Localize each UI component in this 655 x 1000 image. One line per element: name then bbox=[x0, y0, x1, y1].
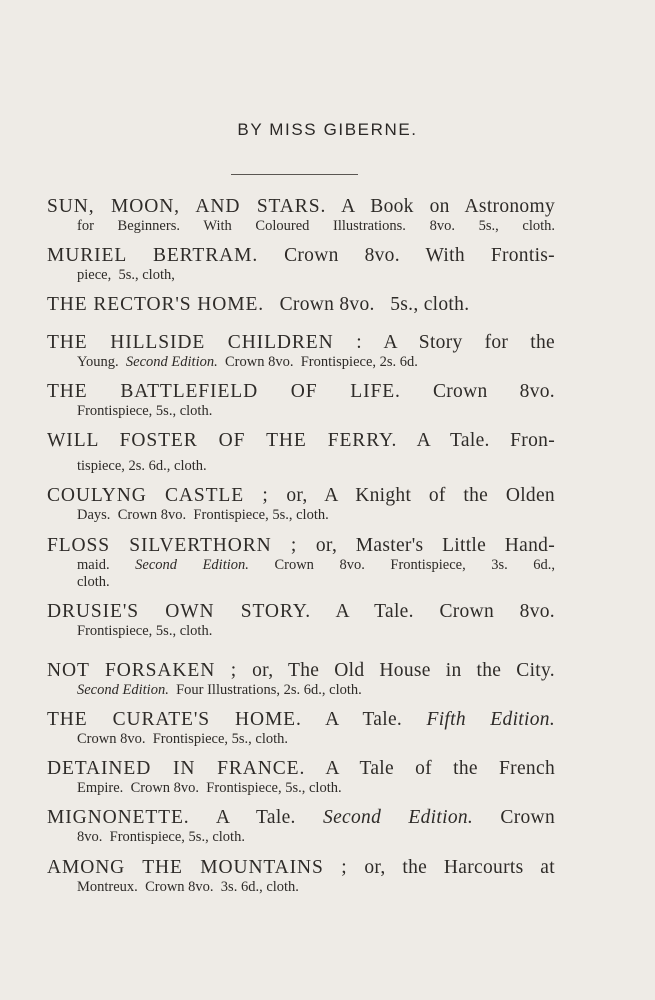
book-title: MIGNONETTE. bbox=[47, 807, 190, 828]
edition-note: Second Edition. bbox=[125, 354, 218, 370]
entry-main-line: DRUSIE'S OWN STORY. A Tale. Crown 8vo. bbox=[47, 601, 555, 622]
entry-main-line: WILL FOSTER OF THE FERRY. A Tale. Fron- bbox=[47, 430, 555, 451]
page-heading: BY MISS GIBERNE. bbox=[237, 120, 418, 139]
entry-main-line: DETAINED IN FRANCE. A Tale of the French bbox=[47, 758, 555, 779]
book-title: THE HILLSIDE CHILDREN : bbox=[47, 332, 363, 353]
entry-details-line: Crown 8vo. Frontispiece, 5s., cloth. bbox=[77, 731, 289, 747]
book-entry-the-rectors-home bbox=[47, 294, 555, 316]
entry-details-line: Frontispiece, 5s., cloth. bbox=[77, 623, 213, 639]
entry-main-line: THE HILLSIDE CHILDREN : A Story for the bbox=[47, 332, 555, 353]
entry-details-line: for Beginners. With Coloured Illustrations. 8vo. 5s., cloth. bbox=[77, 218, 556, 234]
book-entry-drusies-own-story bbox=[47, 601, 555, 640]
entry-details-line: Second Edition. Four Illustrations, 2s. 6d., cloth. bbox=[77, 682, 362, 698]
entry-details-line: tispiece, 2s. 6d., cloth. bbox=[77, 458, 207, 474]
book-title: DRUSIE'S OWN STORY. bbox=[47, 601, 311, 622]
book-title: MURIEL BERTRAM. bbox=[47, 245, 259, 266]
book-entry-the-curates-home bbox=[47, 709, 555, 748]
book-entry-detained-in-france bbox=[47, 758, 555, 797]
book-title: THE BATTLEFIELD OF LIFE. bbox=[47, 381, 401, 402]
entry-main-line: NOT FORSAKEN ; or, The Old House in the City. bbox=[47, 660, 555, 681]
book-title: NOT FORSAKEN ; bbox=[47, 660, 238, 681]
entry-details-line: cloth. bbox=[77, 574, 110, 590]
entry-details-line: maid. Second Edition. Crown 8vo. Frontispiece, 3s. 6d., bbox=[77, 557, 556, 573]
entry-main-line: AMONG THE MOUNTAINS ; or, the Harcourts at bbox=[47, 857, 555, 878]
entry-main-line: THE BATTLEFIELD OF LIFE. Crown 8vo. bbox=[47, 381, 555, 402]
entry-main-line: THE CURATE'S HOME. A Tale. Fifth Edition. bbox=[47, 709, 555, 730]
entry-details-line: 8vo. Frontispiece, 5s., cloth. bbox=[77, 829, 245, 845]
book-entry-mignonette bbox=[47, 807, 555, 846]
entry-main-line: THE RECTOR'S HOME. Crown 8vo. 5s., cloth. bbox=[47, 294, 470, 315]
book-entry-coulyng-castle bbox=[47, 485, 555, 524]
edition-note: Fifth Edition. bbox=[426, 709, 555, 730]
heading-divider bbox=[231, 174, 358, 175]
book-entry-sun-moon-and-stars bbox=[47, 196, 555, 235]
book-entry-not-forsaken bbox=[47, 660, 555, 699]
edition-note: Second Edition. bbox=[323, 807, 474, 828]
book-title: AMONG THE MOUNTAINS ; bbox=[47, 857, 348, 878]
edition-note: Second Edition. bbox=[77, 682, 169, 698]
entry-details-line: Empire. Crown 8vo. Frontispiece, 5s., cloth. bbox=[77, 780, 342, 796]
entry-main-line: SUN, MOON, AND STARS. A Book on Astronomy bbox=[47, 196, 556, 217]
book-entry-muriel-bertram bbox=[47, 245, 555, 284]
entry-main-line: MURIEL BERTRAM. Crown 8vo. With Frontis- bbox=[47, 245, 555, 266]
entry-main-line: FLOSS SILVERTHORN ; or, Master's Little Hand- bbox=[47, 535, 555, 556]
book-title: DETAINED IN FRANCE. bbox=[47, 758, 306, 779]
book-title: THE RECTOR'S HOME. bbox=[47, 294, 265, 315]
entry-details-line: Montreux. Crown 8vo. 3s. 6d., cloth. bbox=[77, 879, 299, 895]
entry-details-line: Frontispiece, 5s., cloth. bbox=[77, 403, 213, 419]
entry-main-line: MIGNONETTE. A Tale. Second Edition. Crown bbox=[47, 807, 555, 828]
entry-details-line: piece, 5s., cloth, bbox=[77, 267, 175, 283]
book-entry-the-hillside-children bbox=[47, 332, 555, 371]
edition-note: Second Edition. bbox=[135, 557, 249, 573]
book-title: FLOSS SILVERTHORN ; bbox=[47, 535, 298, 556]
entry-details-line: Days. Crown 8vo. Frontispiece, 5s., cloth. bbox=[77, 507, 329, 523]
book-entry-floss-silverthorn bbox=[47, 535, 555, 591]
book-entry-among-the-mountains bbox=[47, 857, 555, 896]
book-entry-will-foster-of-the-ferry bbox=[47, 430, 555, 475]
book-entry-the-battlefield-of-life bbox=[47, 381, 555, 420]
book-title: COULYNG CASTLE ; bbox=[47, 485, 269, 506]
book-title: SUN, MOON, AND STARS. bbox=[47, 196, 327, 217]
book-title: WILL FOSTER OF THE FERRY. bbox=[47, 430, 398, 451]
book-title: THE CURATE'S HOME. bbox=[47, 709, 302, 730]
entry-details-line: Young. Second Edition. Crown 8vo. Frontispiece, 2s. 6d. bbox=[77, 354, 418, 370]
entry-main-line: COULYNG CASTLE ; or, A Knight of the Olden bbox=[47, 485, 555, 506]
